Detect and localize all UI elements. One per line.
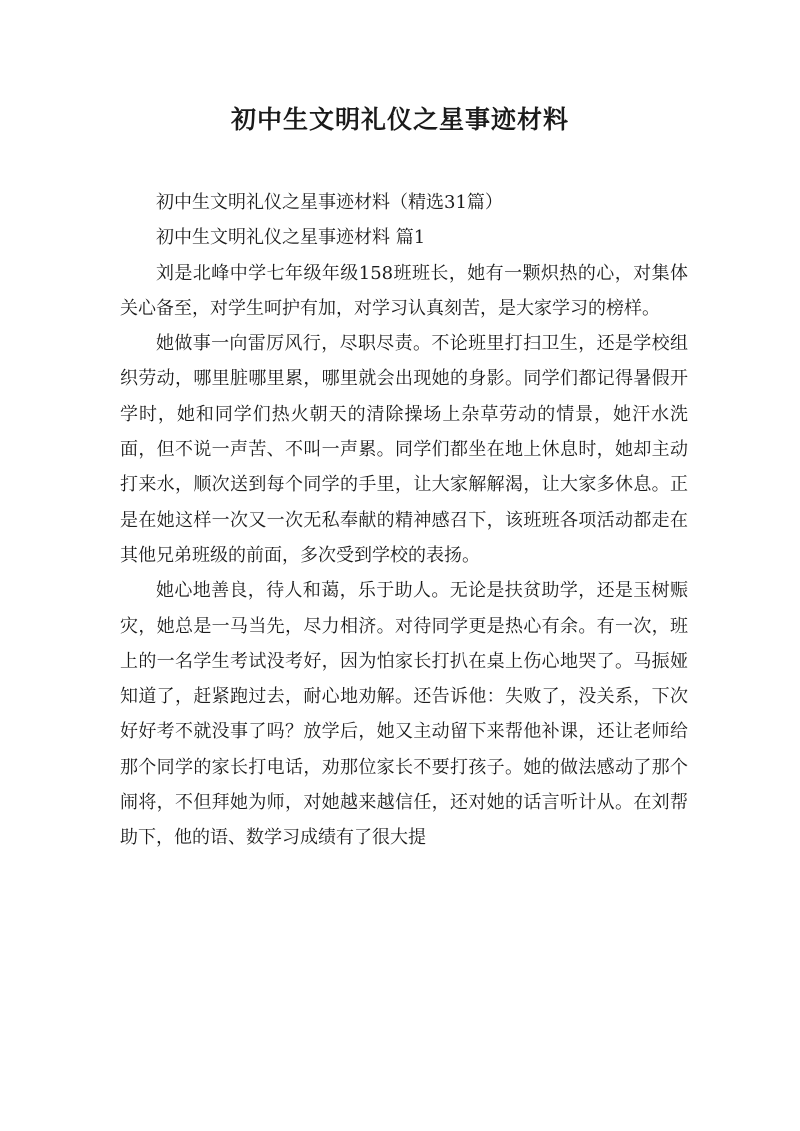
document-title: 初中生文明礼仪之星事迹材料 — [230, 105, 569, 134]
document-body — [120, 185, 688, 856]
section-heading: 初中生文明礼仪之星事迹材料 篇1 — [156, 227, 426, 249]
subtitle-line: 初中生文明礼仪之星事迹材料（精选31篇） — [156, 192, 503, 213]
paragraph: 她做事一向雷厉风行，尽职尽责。不论班里打扫卫生，还是学校组织劳动，哪里脏哪里累，哪里就会出现她的身影。同学们都记得暑假开学时，她和同学们热火朝天的清除操场上杂草劳动的情景，她汗水洗面，但不说一声苦、不叫一声累。同学们都坐在地上休息时，她却主动打来水，顺次送到每个同学的手里，让大家解解渴，让大家多休息。正是在她这样一次又一次无私奉献的精神感召下，该班班各项活动都走在其他兄弟班级的前面，多次受到学校的表扬。 — [120, 333, 688, 566]
paragraph: 她心地善良，待人和蔼，乐于助人。无论是扶贫助学，还是玉树赈灾，她总是一马当先，尽力相济。对待同学更是热心有余。有一次，班上的一名学生考试没考好，因为怕家长打扒在桌上伤心地哭了。马振娅知道了，赶紧跑过去，耐心地劝解。还告诉他：失败了，没关系，下次好好考不就没事了吗？放学后，她又主动留下来帮他补课，还让老师给那个同学的家长打电话，劝那位家长不要打孩子。她的做法感动了那个闹将，不但拜她为师，对她越来越信任，还对她的话言听计从。在刘帮助下，他的语、数学习成绩有了很大提 — [120, 580, 688, 849]
paragraph: 刘是北峰中学七年级年级158班班长，她有一颗炽热的心，对集体关心备至，对学生呵护有加，对学习认真刻苦，是大家学习的榜样。 — [120, 262, 688, 319]
